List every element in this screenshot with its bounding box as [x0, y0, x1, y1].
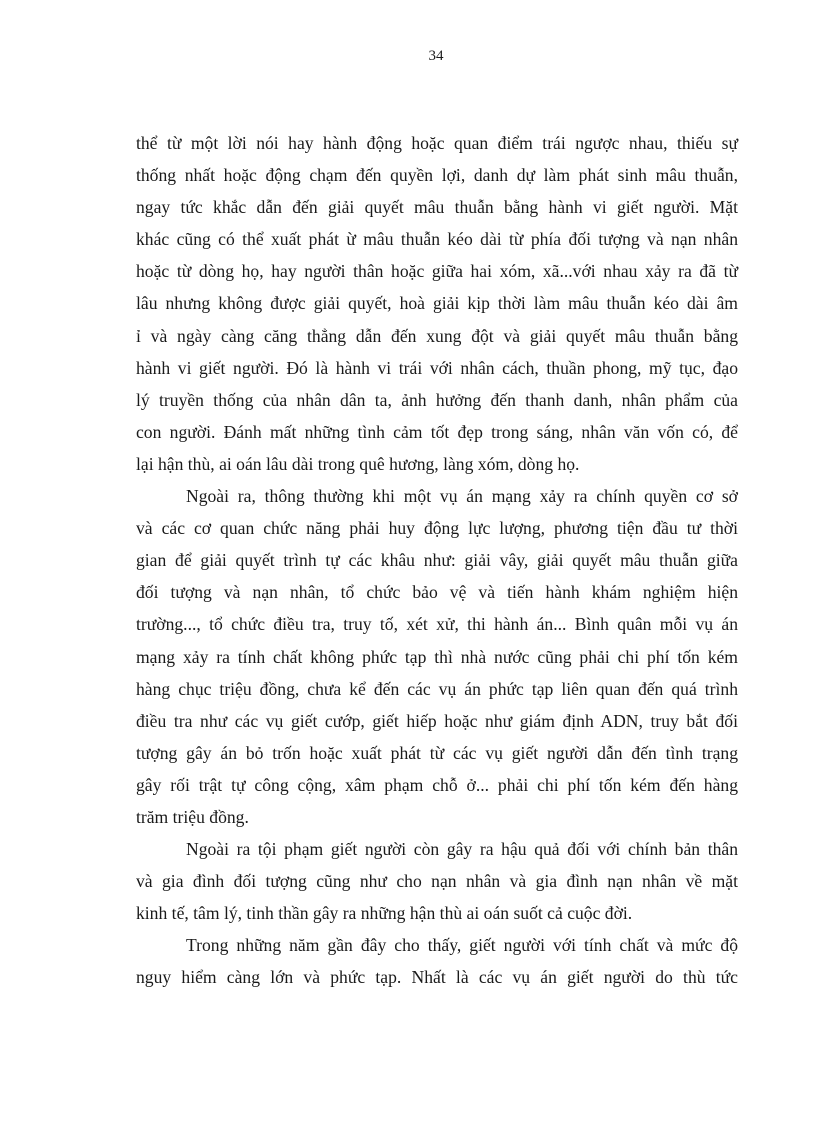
body-text — [136, 127, 738, 994]
page-number: 34 — [428, 48, 444, 64]
text-line: lại hận thù, ai oán lâu dài trong quê hương, làng xóm, dòng họ. — [136, 453, 580, 474]
text-line: thống nhất hoặc động chạm đến quyền lợi, danh dự làm phát sinh mâu thuẫn, — [136, 165, 738, 186]
text-line: trường..., tổ chức điều tra, truy tố, xét xử, thi hành án... Bình quân mỗi vụ án — [136, 614, 738, 635]
text-line: gây rối trật tự công cộng, xâm phạm chỗ ở... phải chi phí tốn kém đến hàng — [136, 774, 738, 795]
text-line: và các cơ quan chức năng phải huy động lực lượng, phương tiện đầu tư thời — [136, 518, 738, 539]
text-line: Trong những năm gần đây cho thấy, giết người với tính chất và mức độ — [186, 935, 738, 956]
text-line: hoặc từ dòng họ, hay người thân hoặc giữa hai xóm, xã...với nhau xảy ra đã từ — [136, 261, 738, 282]
text-line: điều tra như các vụ giết cướp, giết hiếp hoặc như giám định ADN, truy bắt đối — [136, 710, 738, 731]
text-line: Ngoài ra tội phạm giết người còn gây ra hậu quả đối với chính bản thân — [186, 839, 738, 860]
text-line: tượng gây án bỏ trốn hoặc xuất phát từ các vụ giết người dẫn đến tình trạng — [136, 742, 738, 763]
text-line: và gia đình đối tượng cũng như cho nạn nhân và gia đình nạn nhân về mặt — [136, 871, 738, 892]
text-line: gian để giải quyết trình tự các khâu như: giải vây, giải quyết mâu thuẫn giữa — [136, 550, 738, 571]
text-line: ỉ và ngày càng căng thẳng dẫn đến xung đột và giải quyết mâu thuẫn bằng — [136, 325, 738, 346]
text-line: mạng xảy ra tính chất không phức tạp thì nhà nước cũng phải chi phí tốn kém — [136, 646, 738, 667]
text-line: lâu nhưng không được giải quyết, hoà giải kịp thời làm mâu thuẫn kéo dài âm — [136, 293, 738, 314]
text-line: nguy hiểm càng lớn và phức tạp. Nhất là các vụ án giết người do thù tức — [136, 967, 738, 988]
text-line: Ngoài ra, thông thường khi một vụ án mạng xảy ra chính quyền cơ sở — [186, 486, 738, 507]
text-line: con người. Đánh mất những tình cảm tốt đẹp trong sáng, nhân văn vốn có, để — [136, 421, 738, 442]
text-line: khác cũng có thể xuất phát ừ mâu thuẫn kéo dài từ phía đối tượng và nạn nhân — [136, 229, 738, 250]
text-line: lý truyền thống của nhân dân ta, ảnh hưởng đến thanh danh, nhân phẩm của — [136, 389, 738, 410]
text-line: kinh tế, tâm lý, tinh thần gây ra những hận thù ai oán suốt cả cuộc đời. — [136, 903, 633, 924]
text-line: ngay tức khắc dẫn đến giải quyết mâu thuẫn bằng hành vi giết người. Mặt — [136, 197, 738, 218]
text-line: trăm triệu đồng. — [136, 806, 249, 827]
text-line: hàng chục triệu đồng, chưa kể đến các vụ án phức tạp liên quan đến quá trình — [136, 678, 738, 699]
text-line: đối tượng và nạn nhân, tổ chức bảo vệ và tiến hành khám nghiệm hiện — [136, 582, 738, 603]
text-line: hành vi giết người. Đó là hành vi trái với nhân cách, thuần phong, mỹ tục, đạo — [136, 357, 738, 378]
text-line: thể từ một lời nói hay hành động hoặc quan điểm trái ngược nhau, thiếu sự — [136, 133, 738, 153]
